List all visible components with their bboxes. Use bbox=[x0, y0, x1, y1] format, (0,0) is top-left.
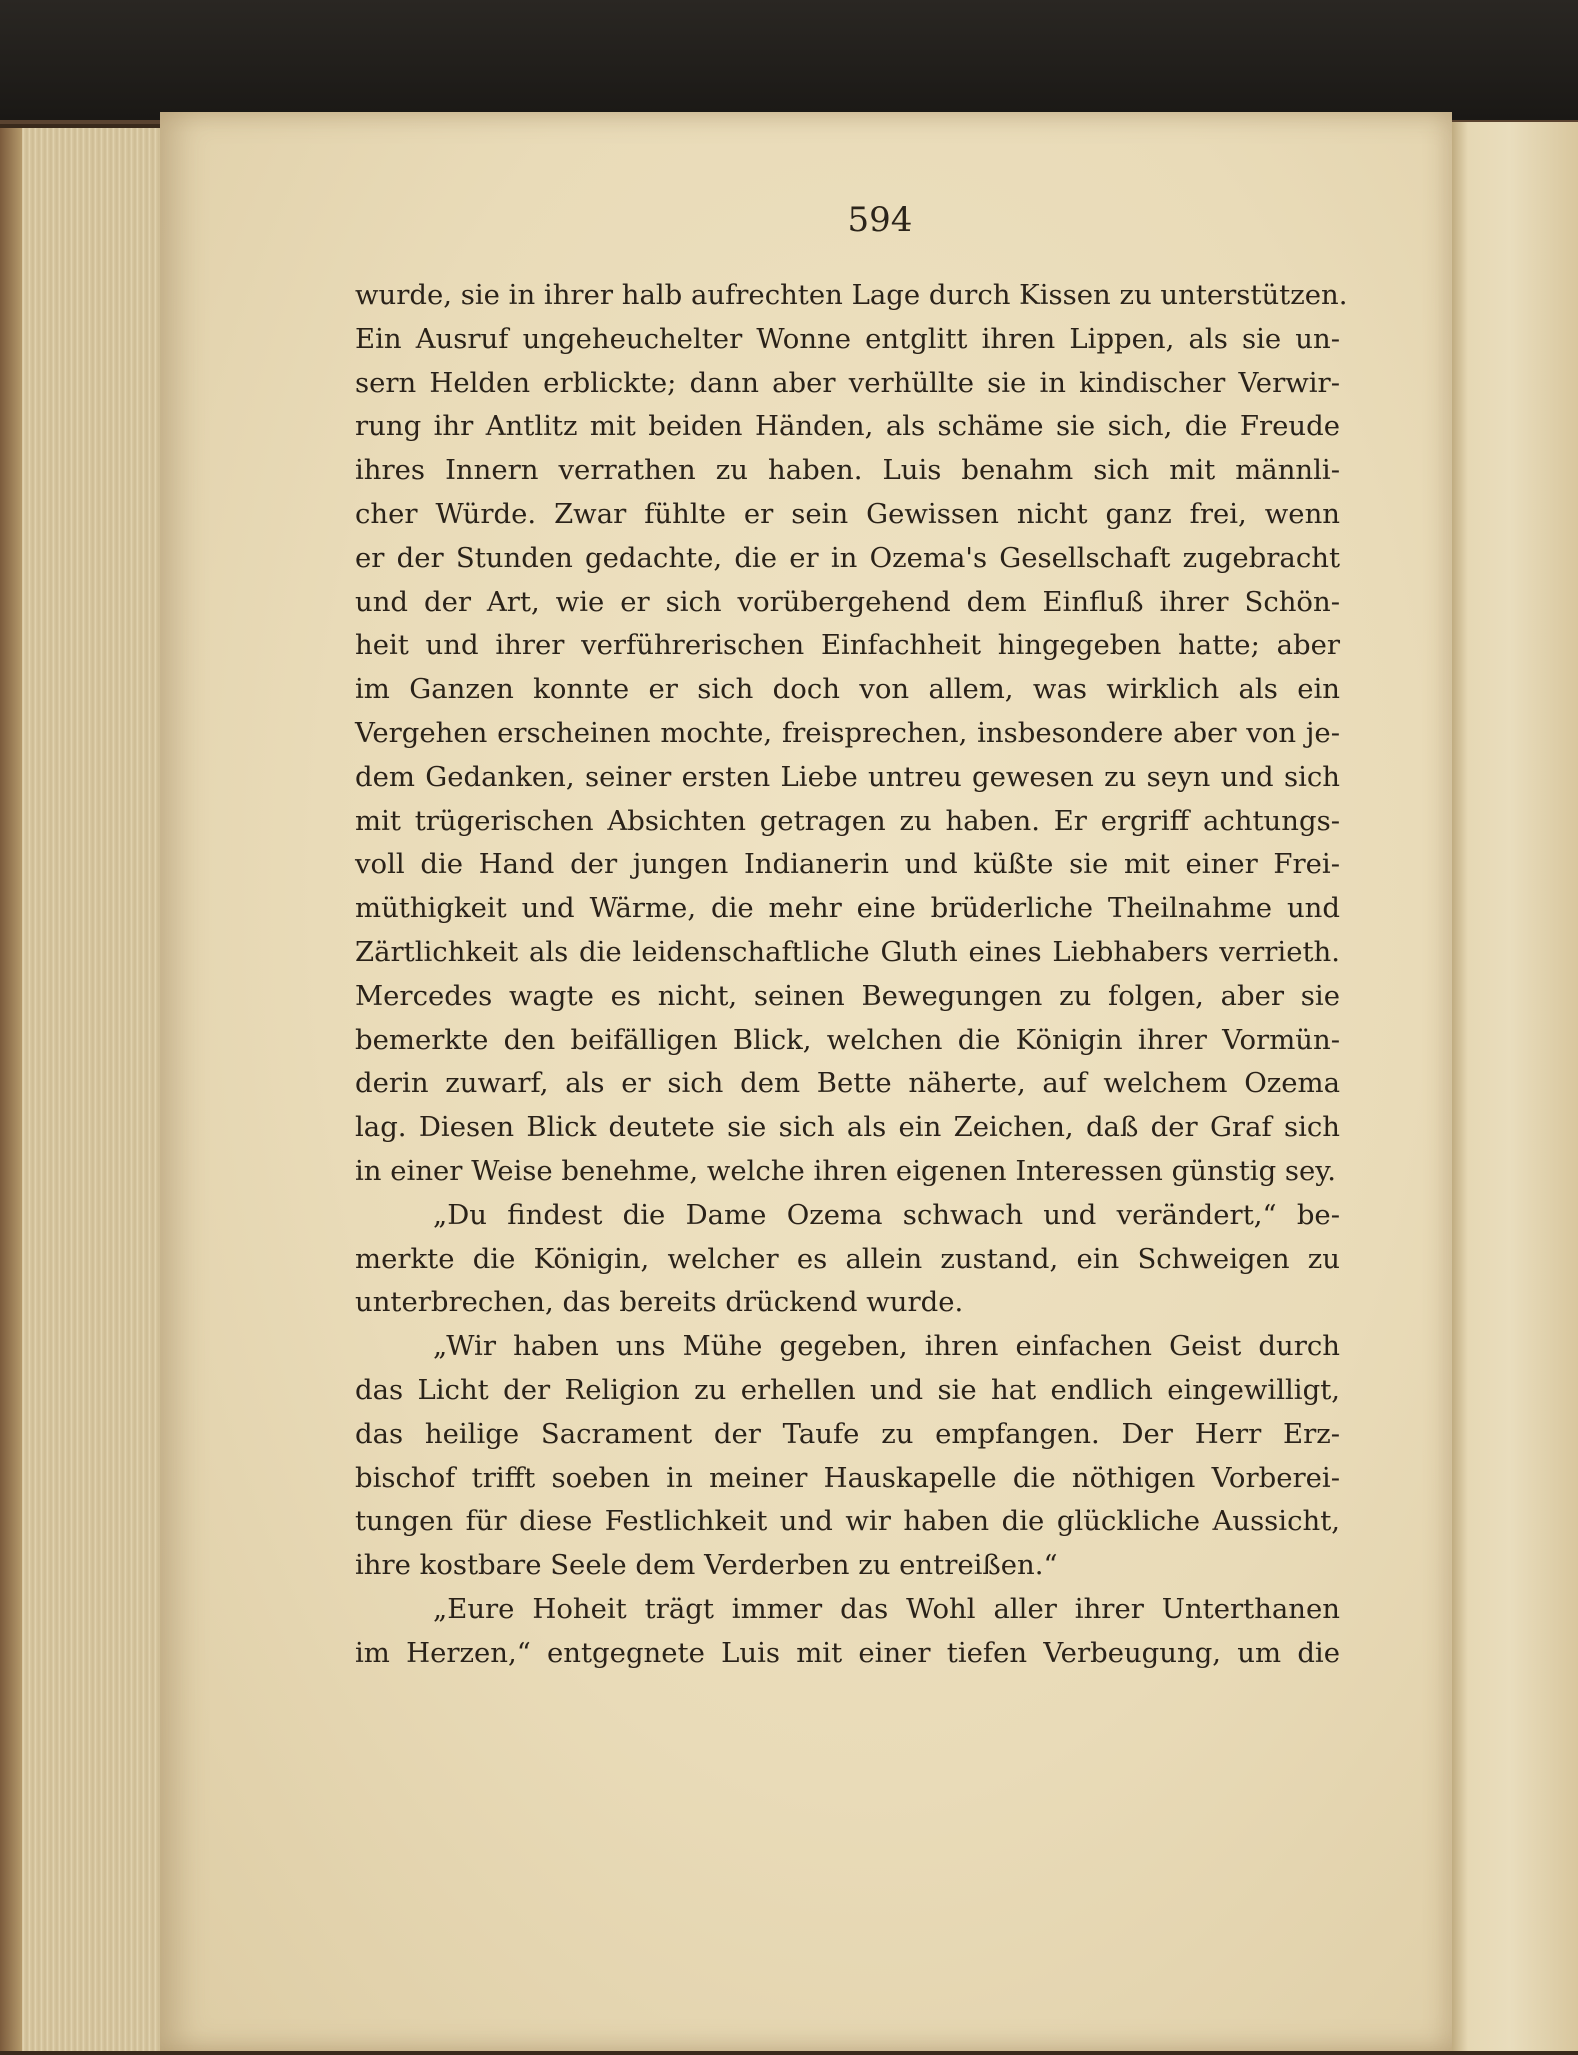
text-line: mit trügerischen Absichten getragen zu haben. Er ergriff achtungs- bbox=[355, 804, 1340, 837]
facing-page bbox=[1448, 122, 1578, 2051]
text-line: ihre kostbare Seele dem Verderben zu entreißen.“ bbox=[355, 1549, 1058, 1582]
text-line: voll die Hand der jungen Indianerin und küßte sie mit einer Frei- bbox=[355, 848, 1340, 881]
text-line: müthigkeit und Wärme, die mehr eine brüderliche Theilnahme und bbox=[355, 892, 1340, 925]
text-line: im Ganzen konnte er sich doch von allem, was wirklich als ein bbox=[355, 673, 1340, 706]
text-line: ihres Innern verrathen zu haben. Luis benahm sich mit männli- bbox=[355, 454, 1340, 487]
page-stack-edge bbox=[0, 128, 22, 2051]
text-line: unterbrechen, das bereits drückend wurde. bbox=[355, 1286, 964, 1319]
text-line: „Du findest die Dame Ozema schwach und verändert,“ be- bbox=[433, 1198, 1340, 1231]
text-line: merkte die Königin, welcher es allein zustand, ein Schweigen zu bbox=[355, 1242, 1340, 1275]
text-line: im Herzen,“ entgegnete Luis mit einer tiefen Verbeugung, um die bbox=[355, 1636, 1340, 1669]
text-line: heit und ihrer verführerischen Einfachheit hingegeben hatte; aber bbox=[355, 629, 1340, 662]
text-line: lag. Diesen Blick deutete sie sich als ein Zeichen, daß der Graf sich bbox=[355, 1111, 1340, 1144]
page-number: 594 bbox=[847, 200, 913, 240]
text-line: Zärtlichkeit als die leidenschaftliche Gluth eines Liebhabers verrieth. bbox=[355, 935, 1340, 968]
text-line: cher Würde. Zwar fühlte er sein Gewissen nicht ganz frei, wenn bbox=[355, 497, 1340, 530]
body-text bbox=[355, 274, 1348, 1676]
text-line: er der Stunden gedachte, die er in Ozema's Gesellschaft zugebracht bbox=[355, 541, 1340, 574]
text-line: Vergehen erscheinen mochte, freisprechen, insbesondere aber von je- bbox=[355, 716, 1340, 749]
text-line: rung ihr Antlitz mit beiden Händen, als schäme sie sich, die Freude bbox=[355, 410, 1340, 443]
text-line: bemerkte den beifälligen Blick, welchen die Königin ihrer Vormün- bbox=[355, 1023, 1340, 1056]
text-line: derin zuwarf, als er sich dem Bette näherte, auf welchem Ozema bbox=[355, 1067, 1340, 1100]
text-line: tungen für diese Festlichkeit und wir haben die glückliche Aussicht, bbox=[355, 1505, 1340, 1538]
text-line: Ein Ausruf ungeheuchelter Wonne entglitt ihren Lippen, als sie un- bbox=[355, 322, 1340, 355]
text-line: sern Helden erblickte; dann aber verhüllte sie in kindischer Verwir- bbox=[355, 366, 1340, 399]
text-line: Mercedes wagte es nicht, seinen Bewegungen zu folgen, aber sie bbox=[355, 979, 1340, 1012]
text-line: „Eure Hoheit trägt immer das Wohl aller ihrer Unterthanen bbox=[433, 1592, 1340, 1625]
text-line: das Licht der Religion zu erhellen und sie hat endlich eingewilligt, bbox=[355, 1373, 1340, 1406]
text-line: „Wir haben uns Mühe gegeben, ihren einfachen Geist durch bbox=[433, 1330, 1340, 1363]
text-line: dem Gedanken, seiner ersten Liebe untreu gewesen zu seyn und sich bbox=[355, 760, 1340, 793]
page-stack bbox=[0, 128, 173, 2051]
text-line: bischof trifft soeben in meiner Hauskapelle die nöthigen Vorberei- bbox=[355, 1461, 1340, 1494]
text-line: wurde, sie in ihrer halb aufrechten Lage durch Kissen zu unterstützen. bbox=[355, 279, 1348, 311]
text-line: das heilige Sacrament der Taufe zu empfangen. Der Herr Erz- bbox=[355, 1417, 1340, 1450]
text-line: und der Art, wie er sich vorübergehend dem Einfluß ihrer Schön- bbox=[355, 585, 1340, 618]
text-line: in einer Weise benehme, welche ihren eigenen Interessen günstig sey. bbox=[355, 1154, 1336, 1187]
